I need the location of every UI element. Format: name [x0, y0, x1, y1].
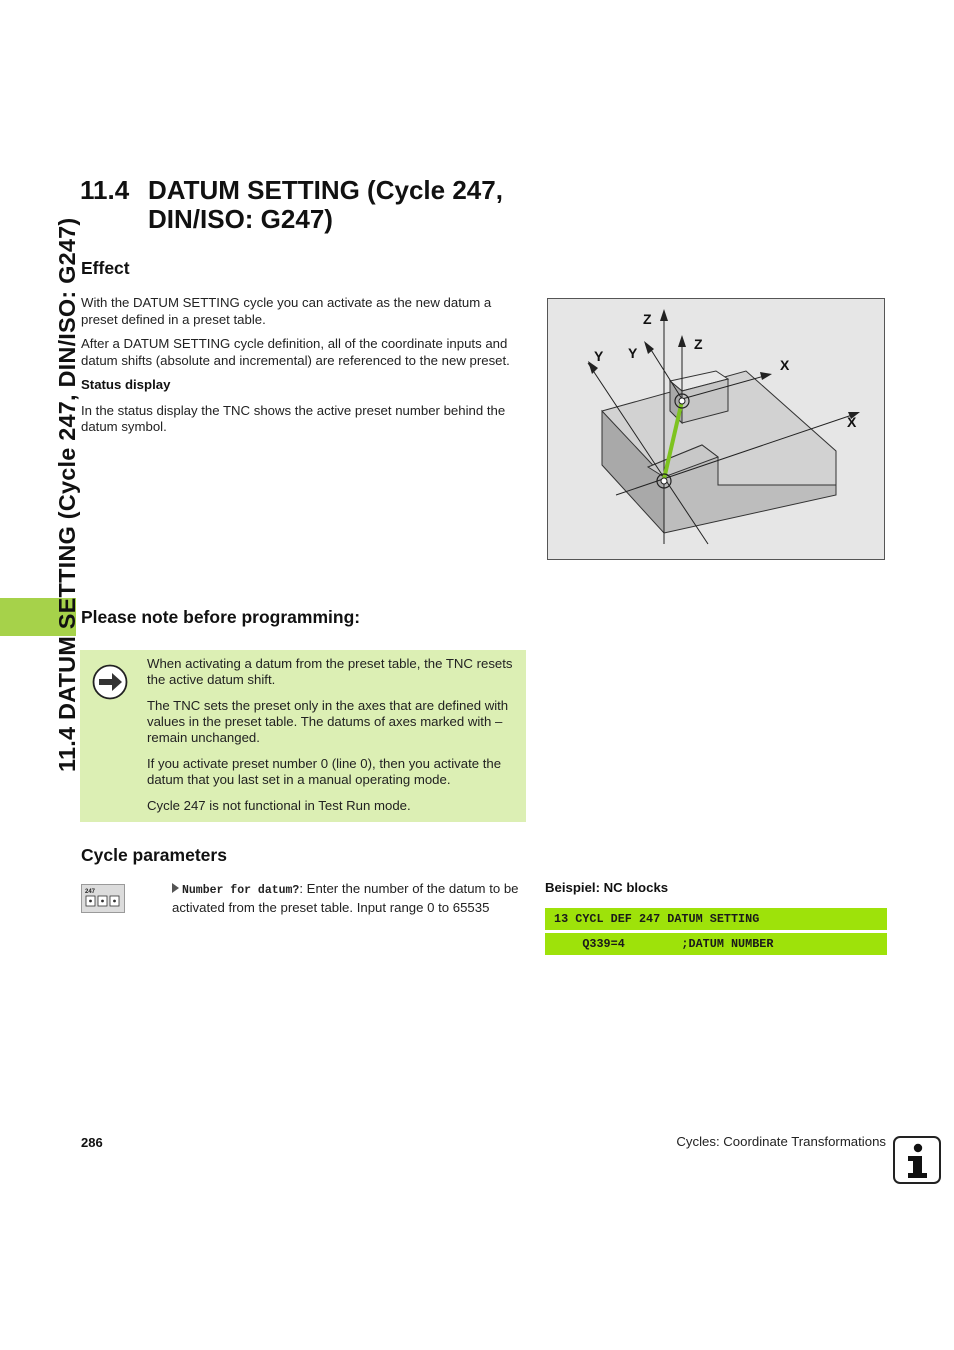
cycle-247-softkey-icon [81, 884, 125, 913]
axis-label-x-top: X [780, 357, 790, 373]
effect-heading: Effect [81, 258, 130, 278]
info-icon [893, 1136, 941, 1184]
arrow-right-icon [92, 664, 128, 700]
cycle-icon-label: 247 [85, 889, 96, 895]
note-para-4: Cycle 247 is not functional in Test Run mode. [147, 798, 411, 813]
param-name: Number for datum? [182, 884, 300, 897]
note-heading: Please note before programming: [81, 607, 361, 627]
nc-block-line-1: 13 CYCL DEF 247 DATUM SETTING [545, 908, 887, 930]
effect-para-1: With the DATUM SETTING cycle you can activate as the new datum a preset defined in a preset table. [81, 295, 492, 327]
title-line-1: DATUM SETTING (Cycle 247, [148, 175, 503, 205]
section-number: 11.4 [80, 175, 130, 205]
param-number-for-datum [172, 881, 524, 916]
page-title [80, 176, 503, 234]
example-label: Beispiel: NC blocks [545, 880, 669, 895]
effect-para-3: In the status display the TNC shows the active preset number behind the datum symbol. [81, 402, 506, 434]
note-para-1: When activating a datum from the preset table, the TNC resets the active datum shift. [147, 656, 513, 687]
bullet-triangle-icon [172, 883, 179, 893]
title-line-2: DIN/ISO: G247) [148, 204, 333, 234]
cycle-parameters-heading: Cycle parameters [81, 845, 227, 865]
nc-block-line-2: Q339=4 ;DATUM NUMBER [545, 933, 887, 955]
note-text [147, 656, 517, 824]
axis-label-z-top: Z [643, 311, 652, 327]
effect-body [81, 295, 526, 444]
axis-label-x-right: X [847, 414, 857, 430]
datum-diagram [548, 299, 884, 559]
status-display-heading: Status display [81, 377, 171, 392]
axis-label-y-left: Y [594, 348, 604, 364]
note-para-2: The TNC sets the preset only in the axes that are defined with values in the preset table. The datums of axes marked with – remain unchanged. [147, 698, 509, 745]
sidebar-chapter-title: 11.4 DATUM SETTING (Cycle 247, DIN/ISO: G247) [54, 217, 80, 772]
page-number: 286 [81, 1135, 103, 1150]
datum-figure [547, 298, 885, 560]
note-box [80, 650, 526, 822]
param-description: : Enter the number of the datum to be activated from the preset table. Input range 0 to 65535 [172, 881, 519, 915]
footer-chapter-title: Cycles: Coordinate Transformations [676, 1134, 886, 1149]
note-para-3: If you activate preset number 0 (line 0), then you activate the datum that you last set in a manual operating mode. [147, 756, 502, 787]
effect-para-2: After a DATUM SETTING cycle definition, all of the coordinate inputs and datum shifts (absolute and incremental) are referenced to the new preset. [81, 336, 510, 368]
axis-label-y-mid: Y [628, 345, 638, 361]
axis-label-z-mid: Z [694, 336, 703, 352]
